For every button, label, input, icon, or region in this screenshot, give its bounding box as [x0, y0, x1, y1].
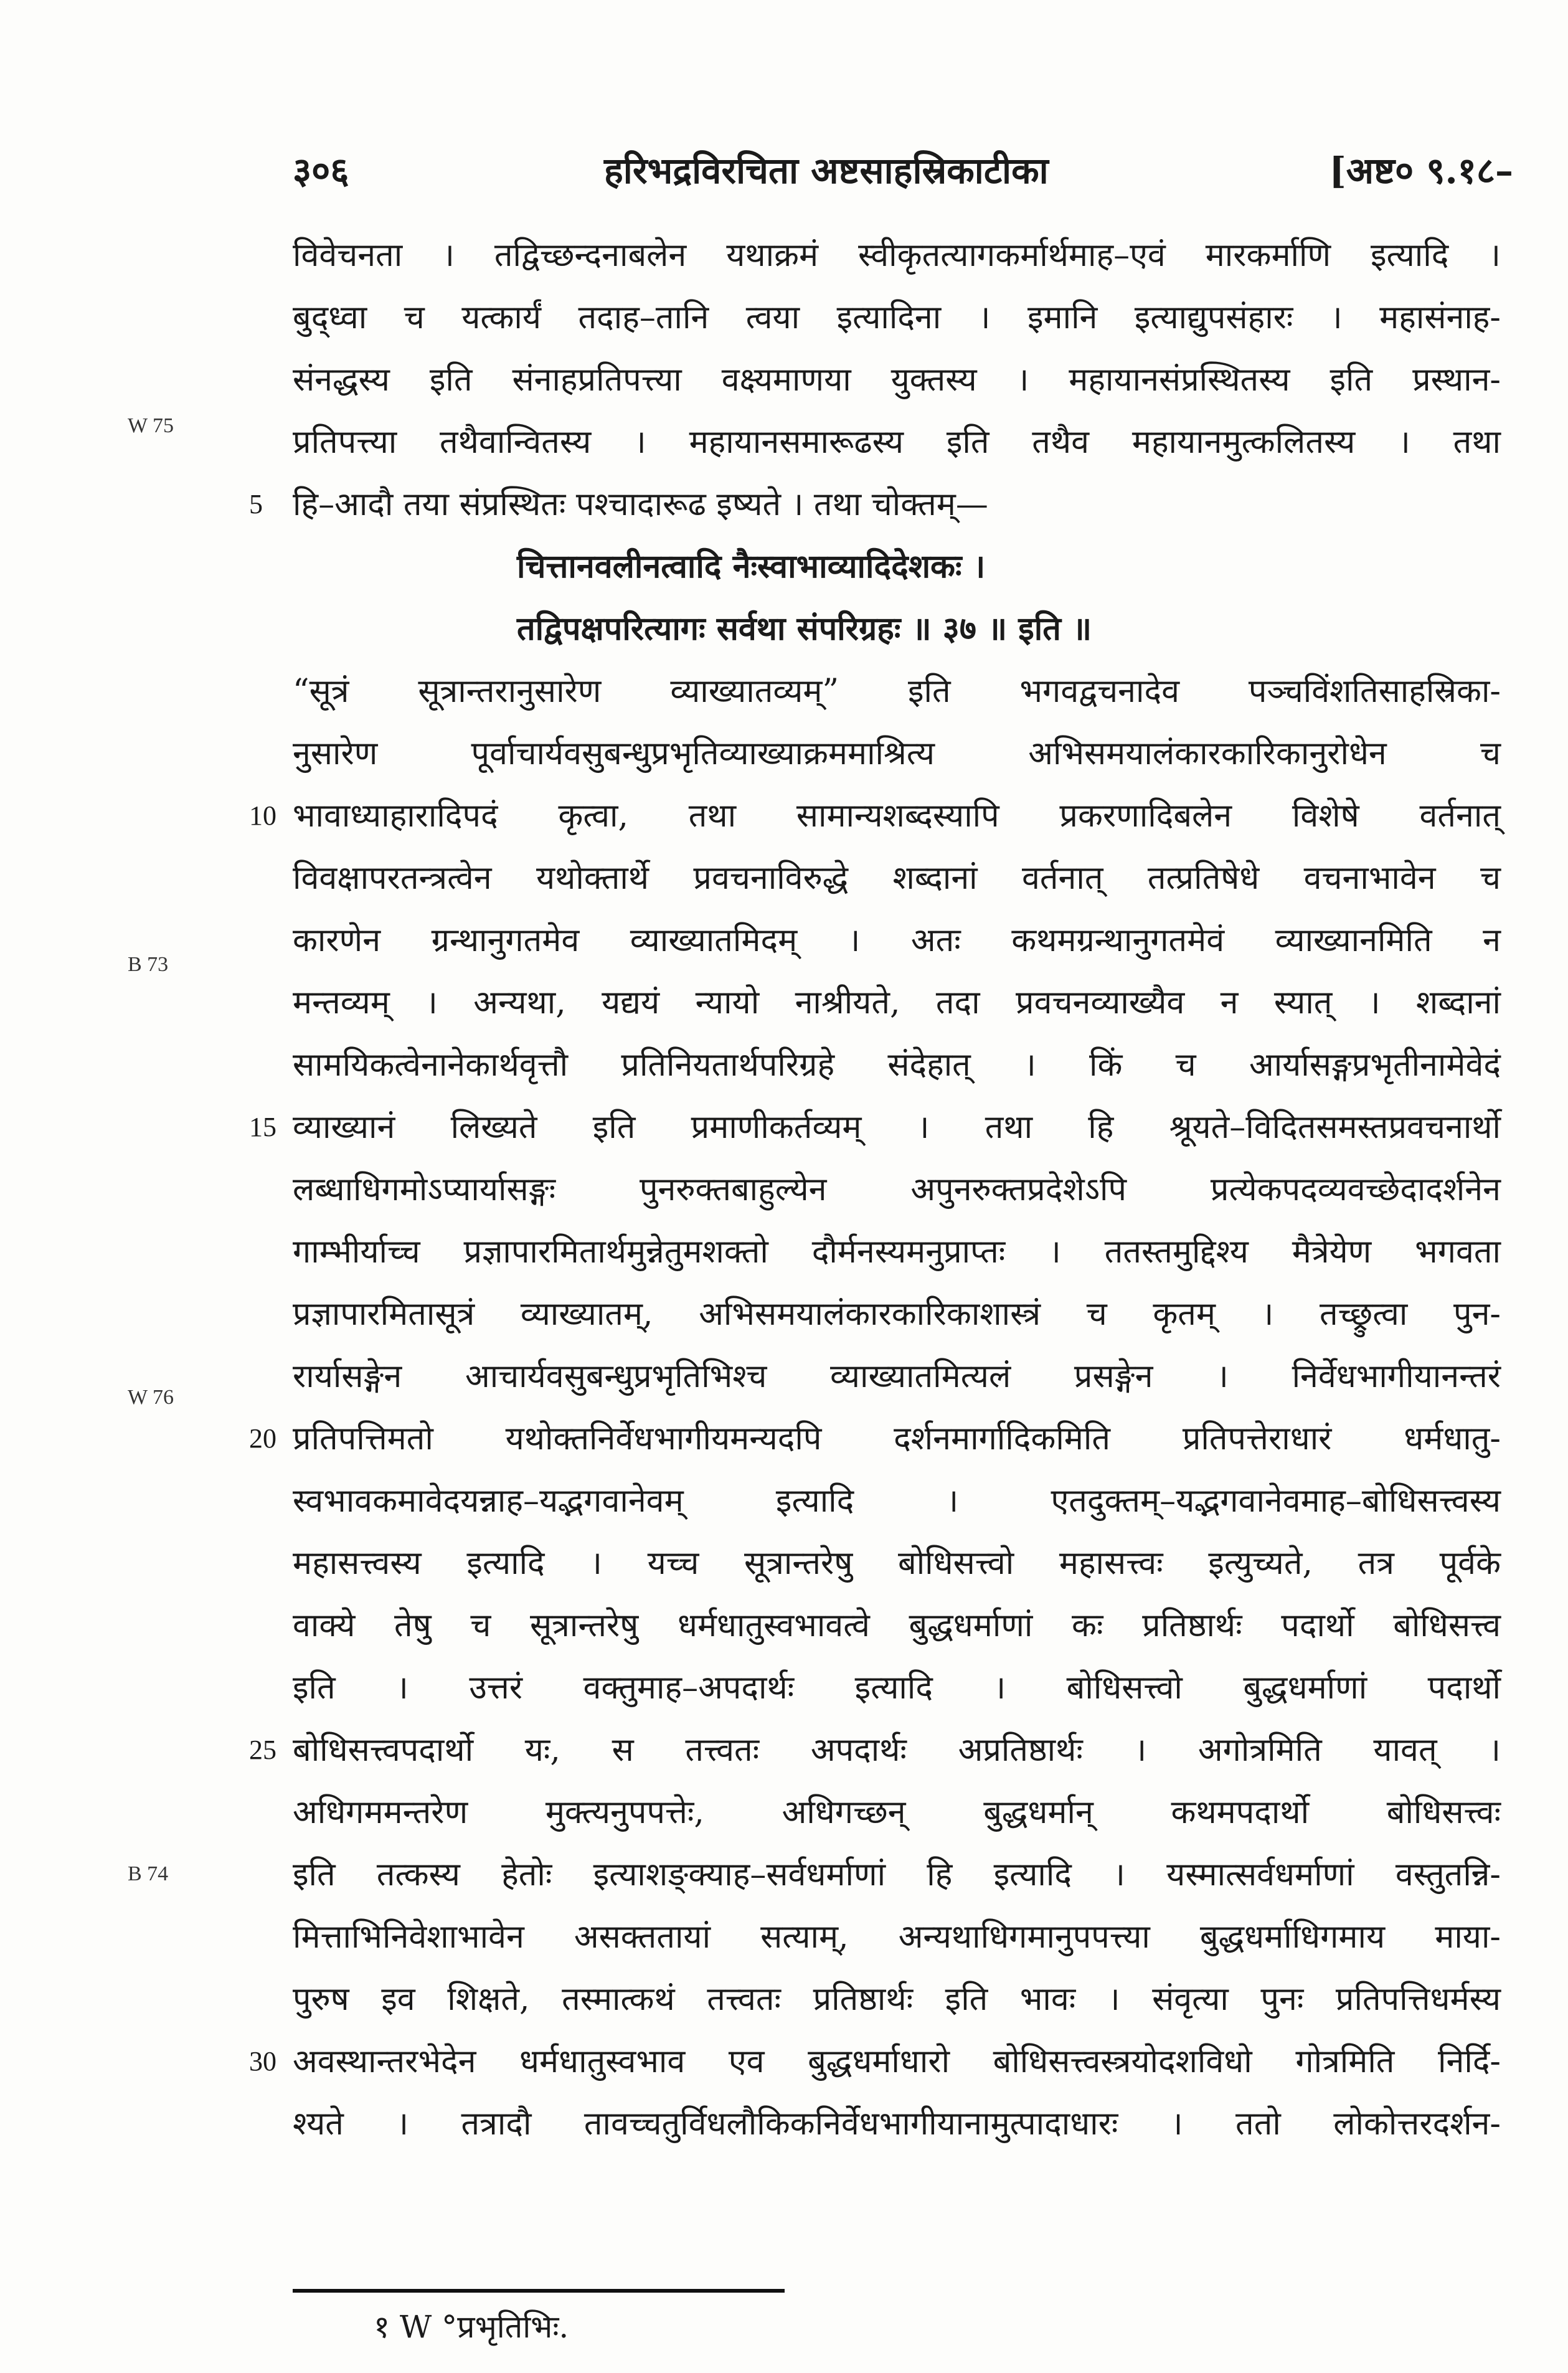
text-line [293, 411, 1501, 473]
text-line [249, 2030, 1501, 2093]
text-line [293, 909, 1501, 972]
footnote: १ W °प्रभृतिभिः. [374, 2309, 569, 2345]
line-number: 20 [249, 1423, 276, 1454]
line-text: चित्तानवलीनत्वादि नैःस्वाभाव्यादिदेशकः । [517, 547, 986, 585]
line-number: 5 [249, 489, 263, 519]
text-line [293, 972, 1501, 1034]
text-line [293, 1781, 1501, 1844]
text-line [293, 1158, 1501, 1221]
running-head [293, 144, 1513, 201]
line-text: तद्विपक्षपरित्यागः सर्वथा संपरिग्रहः ॥ ३७ ॥ इति ॥ [517, 610, 1092, 648]
text-line [293, 1345, 1501, 1408]
text-line [293, 1968, 1501, 2030]
line-text: विवक्षापरतन्त्रत्वेन यथोक्तार्थे प्रवचनाविरुद्धे शब्दानां वर्तनात् तत्प्रतिषेधे वचनाभावेन च [293, 860, 1501, 897]
text-line [293, 349, 1501, 411]
page-title: हरिभद्रविरचिता अष्टसाहस्रिकाटीका [604, 149, 1049, 192]
line-text: पुरुष इव शिक्षते, तस्मात्कथं तत्त्वतः प्रतिष्ठार्थः इति भावः । संवृत्या पुनः प्रतिपत्तिधर्मस्य [293, 1981, 1501, 2018]
line-text: प्रज्ञापारमितासूत्रं व्याख्यातम्, अभिसमयालंकारकारिकाशास्त्रं च कृतम् । तच्छ्रुत्वा पुन- [293, 1295, 1501, 1333]
text-line [293, 2093, 1501, 2155]
text-line [293, 1906, 1501, 1968]
line-text: व्याख्यानं लिख्यते इति प्रमाणीकर्तव्यम् । तथा हि श्रूयते–विदितसमस्तप्रवचनार्थो [293, 1109, 1501, 1146]
line-text: भावाध्याहारादिपदं कृत्वा, तथा सामान्यशब्दस्यापि प्रकरणादिबलेन विशेषे वर्तनात् [293, 797, 1501, 835]
text-line [293, 287, 1501, 349]
footnote-divider [293, 2289, 785, 2293]
line-text: प्रतिपत्तिमतो यथोक्तनिर्वेधभागीयमन्यदपि दर्शनमार्गादिकमिति प्रतिपत्तेराधारं धर्मधातु- [293, 1420, 1501, 1457]
section-reference: [अष्ट० ९.१८– [1329, 149, 1513, 192]
line-text: इति । उत्तरं वक्तुमाह–अपदार्थः इत्यादि । बोधिसत्त्वो बुद्धधर्माणां पदार्थो [293, 1669, 1501, 1707]
line-text: हि–आदौ तया संप्रस्थितः पश्चादारूढ इष्यते । तथा चोक्तम्— [293, 486, 988, 523]
text-line [293, 1221, 1501, 1283]
line-text: स्वभावकमावेदयन्नाह–यद्भगवानेवम् इत्यादि । एतदुक्तम्–यद्भगवानेवमाह–बोधिसत्त्वस्य [293, 1482, 1501, 1520]
body-text [249, 224, 1501, 2155]
margin-note-b74: B 74 [128, 1862, 169, 1885]
text-line [293, 722, 1501, 785]
line-text: श्यते । तत्रादौ तावच्चतुर्विधलौकिकनिर्वेधभागीयानामुत्पादाधारः । ततो लोकोत्तरदर्शन- [293, 2105, 1501, 2143]
line-text: संनद्धस्य इति संनाहप्रतिपत्त्या वक्ष्यमाणया युक्तस्य । महायानसंप्रस्थितस्य इति प्रस्थान- [293, 361, 1501, 399]
line-text: बोधिसत्त्वपदार्थो यः, स तत्त्वतः अपदार्थः अप्रतिष्ठार्थः । अगोत्रमिति यावत् । [293, 1731, 1501, 1769]
text-line [293, 1034, 1501, 1096]
text-line [293, 1283, 1501, 1345]
line-text: मन्तव्यम् । अन्यथा, यद्ययं न्यायो नाश्रीयते, तदा प्रवचनव्याख्यैव न स्यात् । शब्दानां [293, 984, 1501, 1021]
text-line [293, 1470, 1501, 1532]
line-text: नुसारेण पूर्वाचार्यवसुबन्धुप्रभृतिव्याख्याक्रममाश्रित्य अभिसमयालंकारकारिकानुरोधेन च [293, 735, 1501, 772]
line-number: 10 [249, 800, 276, 831]
verse-line [293, 598, 1501, 660]
line-text: इति तत्कस्य हेतोः इत्याशङ्क्याह–सर्वधर्माणां हि इत्यादि । यस्मात्सर्वधर्माणां वस्तुतन्नि- [293, 1856, 1501, 1893]
line-text: अधिगममन्तरेण मुक्त्यनुपपत्तेः, अधिगच्छन् बुद्धधर्मान् कथमपदार्थो बोधिसत्त्वः [293, 1794, 1501, 1831]
line-text: गाम्भीर्याच्च प्रज्ञापारमितार्थमुन्नेतुमशक्तो दौर्मनस्यमनुप्राप्तः । ततस्तमुद्दिश्य मैत्रेयेण भगवता [293, 1233, 1501, 1271]
line-text: बुद्ध्वा च यत्कार्यं तदाह–तानि त्वया इत्यादिना । इमानि इत्याद्युपसंहारः । महासंनाह- [293, 299, 1501, 336]
line-text: कारणेन ग्रन्थानुगतमेव व्याख्यातमिदम् । अतः कथमग्रन्थानुगतमेवं व्याख्यानमिति न [293, 922, 1501, 959]
text-line [293, 1594, 1501, 1657]
line-text: महासत्त्वस्य इत्यादि । यच्च सूत्रान्तरेषु बोधिसत्त्वो महासत्त्वः इत्युच्यते, तत्र पूर्वके [293, 1545, 1501, 1582]
line-text: “सूत्रं सूत्रान्तरानुसारेण व्याख्यातव्यम्” इति भगवद्वचनादेव पञ्चविंशतिसाहस्रिका- [293, 673, 1501, 710]
line-text: प्रतिपत्त्या तथैवान्वितस्य । महायानसमारूढस्य इति तथैव महायानमुत्कलितस्य । तथा [293, 424, 1501, 461]
page-number: ३०६ [293, 149, 349, 192]
line-text: रार्यासङ्गेन आचार्यवसुबन्धुप्रभृतिभिश्च व्याख्यातमित्यलं प्रसङ्गेन । निर्वेधभागीयानन्तरं [293, 1358, 1501, 1395]
line-text: वाक्ये तेषु च सूत्रान्तरेषु धर्मधातुस्वभावत्वे बुद्धधर्माणां कः प्रतिष्ठार्थः पदार्थो बोधिसत्त्व [293, 1607, 1501, 1644]
text-line [249, 1408, 1501, 1470]
text-line [249, 1096, 1501, 1158]
line-number: 15 [249, 1112, 276, 1142]
line-text: अवस्थान्तरभेदेन धर्मधातुस्वभाव एव बुद्धधर्माधारो बोधिसत्त्वस्त्रयोदशविधो गोत्रमिति निर्दि- [293, 2043, 1501, 2080]
line-text: विवेचनता । तद्विच्छन्दनाबलेन यथाक्रमं स्वीकृतत्यागकर्मार्थमाह–एवं मारकर्माणि इत्यादि । [293, 237, 1501, 274]
margin-note-w76: W 76 [128, 1386, 174, 1409]
text-line [249, 1719, 1501, 1781]
margin-note-b73: B 73 [128, 953, 169, 976]
text-line [293, 660, 1501, 722]
text-line [293, 847, 1501, 909]
text-line [293, 224, 1501, 287]
line-number: 30 [249, 2046, 276, 2077]
text-line [293, 1532, 1501, 1594]
text-line [249, 785, 1501, 847]
line-text: मित्ताभिनिवेशाभावेन असक्ततायां सत्याम्, अन्यथाधिगमानुपपत्त्या बुद्धधर्माधिगमाय माया- [293, 1918, 1501, 1956]
line-number: 25 [249, 1735, 276, 1765]
text-line [293, 1844, 1501, 1906]
margin-note-w75: W 75 [128, 414, 174, 437]
text-line [249, 473, 1501, 536]
verse-line [293, 536, 1501, 598]
text-line [293, 1657, 1501, 1719]
line-text: लब्धाधिगमोऽप्यार्यासङ्गः पुनरुक्तबाहुल्येन अपुनरुक्तप्रदेशेऽपि प्रत्येकपदव्यवच्छेदादर्शनेन [293, 1171, 1501, 1208]
line-text: सामयिकत्वेनानेकार्थवृत्तौ प्रतिनियतार्थपरिग्रहे संदेहात् । किं च आर्यासङ्गप्रभृतीनामेवेदं [293, 1046, 1501, 1084]
